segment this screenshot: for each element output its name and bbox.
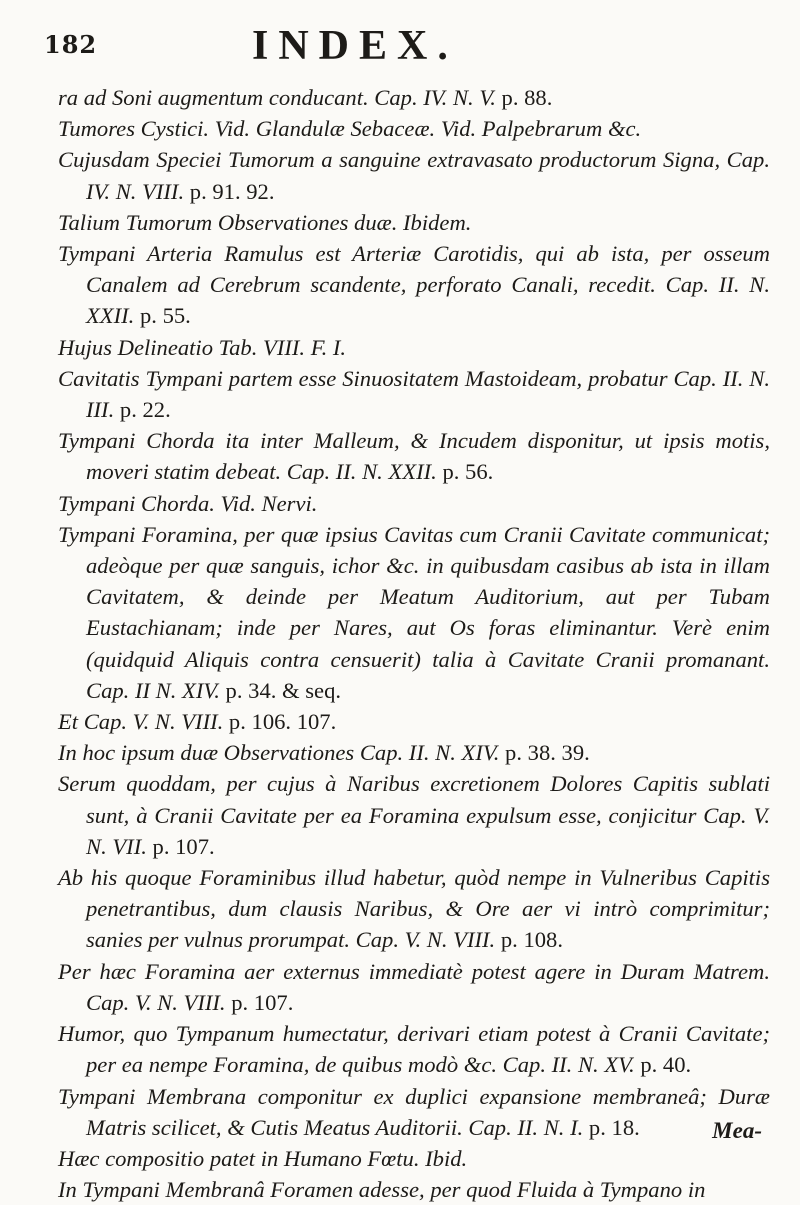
- page-reference: p. 22.: [119, 397, 171, 423]
- catchword: Mea-: [712, 1118, 762, 1143]
- page-reference: p. 88.: [501, 85, 553, 110]
- page-reference: p. 108.: [500, 927, 563, 953]
- page-reference: p. 91. 92.: [189, 178, 275, 204]
- page-reference: p. 40.: [640, 1052, 692, 1078]
- index-entry: Tympani Chorda. Vid. Nervi.: [58, 490, 318, 516]
- page-reference: p. 18.: [588, 1114, 640, 1140]
- page-reference: p. 107.: [231, 989, 294, 1015]
- index-entry: In Tympani Membranâ Foramen adesse, per quod Fluida à Tympano in: [58, 1177, 706, 1203]
- page-title: INDEX.: [252, 23, 458, 69]
- index-entry: Talium Tumorum Observationes duæ. Ibidem.: [58, 209, 472, 235]
- index-entry: Hujus Delineatio Tab. VIII. F. I.: [58, 334, 347, 360]
- page-reference: p. 107.: [152, 833, 215, 859]
- index-entry: In hoc ipsum duæ Observationes Cap. II. N. XIV. p. 38. 39.: [58, 740, 590, 766]
- page-reference: p. 56.: [442, 459, 494, 485]
- index-entry: Per hæc Foramina aer externus immediatè potest agere in Duram Matrem. Cap. V. N. VIII. p. 107.: [58, 958, 770, 1015]
- index-entries: [58, 82, 770, 1205]
- page-header: [0, 22, 800, 72]
- index-entry: Tympani Foramina, per quæ ipsius Cavitas cum Cranii Cavitate communicat; adeòque per quæ sanguis, ichor &c. in quibusdam casibus ab ista in illam Cavitatem, & deinde per Meatum Auditorium, aut per Tubam Eustachianam; inde per Nares, aut Os foras eliminantur. Verè enim (quidquid Aliquis contra censuerit) talia à Cavitate Cranii promanant. Cap. II N. XIV. p. 34. & seq.: [58, 521, 770, 703]
- index-entry: Humor, quo Tympanum humectatur, derivari etiam potest à Cranii Cavitate; per ea nempe Foramina, de quibus modò &c. Cap. II. N. XV. p. 40.: [58, 1021, 770, 1078]
- index-entry: Tympani Membrana componitur ex duplici expansione membraneâ; Duræ Matris scilicet, & Cutis Meatus Auditorii. Cap. II. N. I. p. 18.: [58, 1083, 770, 1140]
- index-entry: Tympani Chorda ita inter Malleum, & Incudem disponitur, ut ipsis motis, moveri statim debeat. Cap. II. N. XXII. p. 56.: [58, 428, 770, 485]
- index-entry: Tumores Cystici. Vid. Glandulæ Sebaceæ. Vid. Palpebrarum &c.: [58, 116, 642, 142]
- index-entry: Cujusdam Speciei Tumorum a sanguine extravasato productorum Signa, Cap. IV. N. VIII. p. 91. 92.: [58, 147, 770, 204]
- index-entry: Et Cap. V. N. VIII. p. 106. 107.: [58, 709, 337, 735]
- index-entry: Ab his quoque Foraminibus illud habetur, quòd nempe in Vulneribus Capitis penetrantibus, dum clausis Naribus, & Ore aer vi intrò comprimitur; sanies per vulnus prorumpat. Cap. V. N. VIII. p. 108.: [58, 865, 770, 953]
- index-entry: Hæc compositio patet in Humano Fœtu. Ibid.: [58, 1145, 468, 1171]
- index-entry: ra ad Soni augmentum conducant. Cap. IV. N. V. p. 88.: [58, 85, 553, 110]
- index-entry: Cavitatis Tympani partem esse Sinuositatem Mastoideam, probatur Cap. II. N. III. p. 22.: [58, 365, 770, 423]
- index-entry: Tympani Arteria Ramulus est Arteriæ Carotidis, qui ab ista, per osseum Canalem ad Cerebrum scandente, perforato Canali, recedit. Cap. II. N. XXII. p. 55.: [58, 241, 770, 329]
- page-reference: p. 34. & seq.: [225, 677, 342, 703]
- page-reference: p. 55.: [139, 303, 191, 329]
- page-reference: p. 106. 107.: [228, 709, 337, 735]
- page-number: 182: [44, 30, 98, 59]
- page-reference: p. 38. 39.: [505, 740, 590, 766]
- index-entry: Serum quoddam, per cujus à Naribus excretionem Dolores Capitis sublati sunt, à Cranii Cavitate per ea Foramina expulsum esse, conjicitur Cap. V. N. VII. p. 107.: [58, 771, 770, 859]
